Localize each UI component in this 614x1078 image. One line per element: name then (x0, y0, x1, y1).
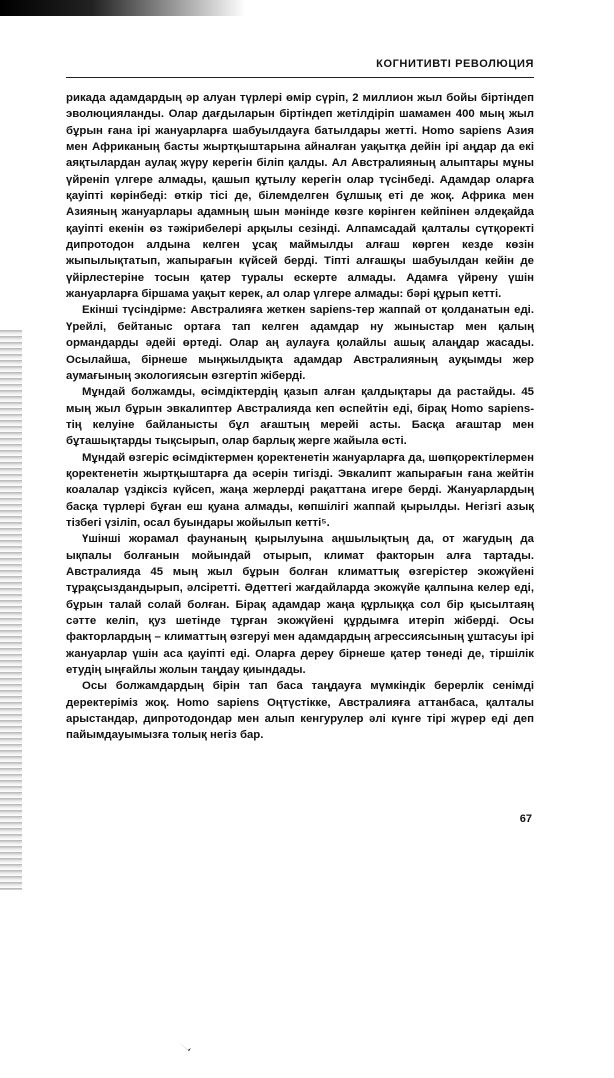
paragraph-2: Екінші түсіндірме: Австралияға жеткен sapiens-тер жаппай от қолданатын еді. Үрейлі, бейтаныс ортаға тап келген адамдар ну жыныстар мен қалың ормандарды әдейі өртеді. Олар аң аулауға қолайлы ашық алаңдар жасады. Осылайша, бірнеше мыңжылдықта адамдар Австралияның ауқымды жер аумағының экологиясын өзгертіп жіберді. (66, 304, 534, 382)
scan-artifact-mark (176, 1040, 192, 1052)
body-text (66, 90, 534, 744)
paragraph-1: рикада адамдардың әр алуан түрлері өмір сүріп, 2 миллион жыл бойы біртіндеп эволюцияланды. Олар дағдыларын біртіндеп жетілдіріп шамамен 400 мың жыл бұрын ғана ірі жануарларға шабуылдауға батылдары жетті. Homo sapiens Азия мен Африканың басты жыртқыштарына айналған уақытқа дейін ірі аңдар да екі аяқтылардан аулақ жүру керегін біліп қалды. Ал Австралияның алыптары мұны үйреніп үлгере алмады, қашып құтылу керегін олар түсінбеді. Адамдар оларға қауіпті көрінбеді: өткір тісі де, білемделген бұлшық еті де жоқ. Африка мен Азияның жануарлары адамның шын мәнінде көзге көрінген кейпінен әлдеқайда қауіпті екенін өз тәжірибелері арқылы сезінді. Алпамсадай қалталы сүтқоректі дипротодон алдына келген ұсақ маймылды алғаш көрген кезде көзін жыпылықтатып, жапырағын күйсей берді. Тіпті алғашқы шабуылдан кейін де үйірлестеріне тосын қатер туралы ескерте алмады. Адамға үйрену үшін жануарларға біршама уақыт керек, ал олар үлгере алмады: бәрі құрып кетті. (66, 92, 534, 301)
paragraph-6: Осы болжамдардың бірін тап баса таңдауға мүмкіндік берерлік сенімді деректеріміз жоқ. Homo sapiens Оңтүстікке, Австралияға аттанбаса, қалталы арыстандар, дипротодондар мен алып кенгурулер әлі күнге тірі жүрер еді деп пайымдауымызға толық негіз бар. (66, 680, 534, 742)
scan-shadow-corner (0, 0, 614, 16)
paragraph-5: Үшінші жорамал фаунаның қырылуына аңшылықтың да, от жағудың да ықпалы болғанын мойындай отырып, климат факторын алға тартады. Австралияда 45 мың жыл бұрын болған климаттық өзгерістер экожүйені тұрақсыздандырып, әлсіретті. Әдеттегі жағдайларда экожүйе қалпына келер еді, бұрын талай солай болған. Бірақ адамдар жаңа құрлыққа сол бір қысылтаяң сәтте келіп, қуз шетінде тұрған экожүйені құрдымға итеріп жіберді. Осы факторлардың – климаттың өзгеруі мен адамдардың агрессиясының ұштасуы ірі жануарлар үшін аса қауіпті еді. Оларға дереу бірнеше қатер төнеді де, тіршілік етудің ыңғайлы жолын таңдау қиындады. (66, 533, 534, 677)
page-binding-edge (0, 330, 22, 890)
running-head: КОГНИТИВТІ РЕВОЛЮЦИЯ (376, 58, 534, 70)
page-number: 67 (519, 813, 532, 825)
paragraph-3: Мұндай болжамды, өсімдіктердің қазып алған қалдықтары да растайды. 45 мың жыл бұрын эвкалиптер Австралияда кеп өспейтін еді, бірақ Homo sapiens-тің келуіне байланысты бұл ағаштың мерейі асты. Басқа ағаштар мен бұташықтарды тықсырып, олар барлық жерге жайыла өсті. (66, 386, 534, 448)
paragraph-4: Мұндай өзгеріс өсімдіктермен қоректенетін жануарларға да, шөпқоректілермен қоректенетін жыртқыштарға да әсерін тигізді. Эвкалипт жапырағын ғана жейтін коалалар үздіксіз күйсеп, жаңа жерлерді рақаттана игере берді. Жануарлардың басқа түрлері бұған еш қуана алмады, көпшілігі жаппай қырылды. Негізгі азық тізбегі үзіліп, осал буындары жойылып кетті⁵. (66, 451, 534, 529)
header-rule (66, 77, 534, 78)
